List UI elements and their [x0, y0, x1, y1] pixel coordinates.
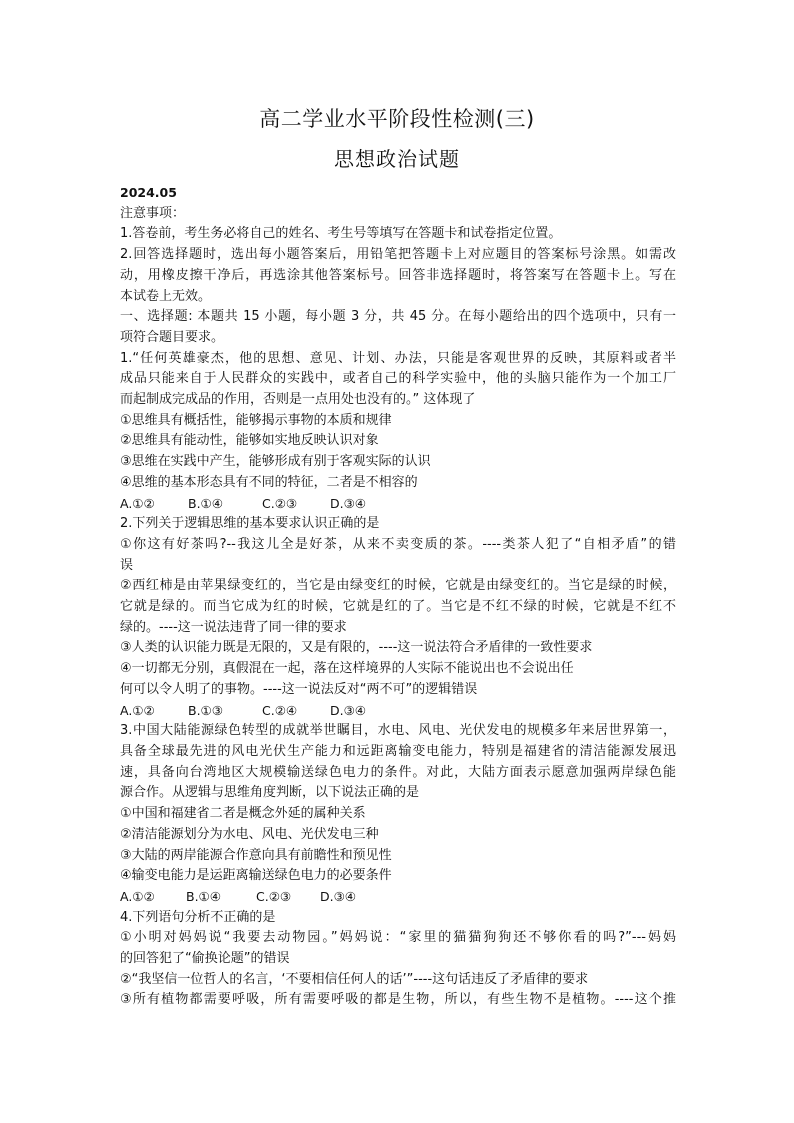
q4-statement-1-line-2: 的回答犯了“偷换论题”的错误 [120, 951, 290, 967]
q2-stem: 2.下列关于逻辑思维的基本要求认识正确的是 [120, 516, 380, 532]
exam-subtitle: 思想政治试题 [334, 147, 460, 171]
q3-option-c: C.②③ [256, 888, 292, 904]
notice-heading: 注意事项： [120, 205, 186, 221]
q1-option-b: B.①④ [188, 495, 223, 511]
q4-statement-1-line-1: ①小明对妈妈说“我要去动物园。”妈妈说：“家里的猫猫狗狗还不够你看的吗?”---妈妈 [120, 930, 676, 946]
q1-options [120, 494, 676, 515]
q2-statement-3: ③人类的认识能力既是无限的，又是有限的，----这一说法符合矛盾律的一致性要求 [120, 640, 593, 656]
q1-stem-line-3: 而起制成完成品的作用，否则是一点用处也没有的。” 这体现了 [120, 392, 476, 408]
notice-item-2-line-1: 2.回答选择题时，选出每小题答案后，用铅笔把答题卡上对应题目的答案标号涂黑。如需改 [120, 247, 676, 263]
q1-statement-2: ②思维具有能动性，能够如实地反映认识对象 [120, 433, 379, 449]
q4-stem: 4.下列语句分析不正确的是 [120, 909, 276, 925]
q3-statement-1: ①中国和福建省二者是概念外延的属种关系 [120, 806, 366, 822]
q3-stem-line-4: 源合作。从逻辑与思维角度判断，以下说法正确的是 [120, 785, 420, 801]
q3-options [120, 887, 676, 908]
q2-option-b: B.①③ [188, 702, 223, 718]
q1-statement-1: ①思维具有概括性，能够揭示事物的本质和规律 [120, 412, 392, 428]
q2-statement-4-line-2: 何可以令人明了的事物。----这一说法反对“两不可”的逻辑错误 [120, 681, 478, 697]
q2-statement-1-line-1: ①你这有好茶吗?--我这儿全是好茶，从来不卖变质的茶。----类茶人犯了“自相矛盾”的错 [120, 536, 676, 552]
q3-statement-4: ④输变电能力是运距离输送绿色电力的必要条件 [120, 868, 392, 884]
q3-option-d: D.③④ [320, 888, 357, 904]
q2-statement-4-line-1: ④一切都无分别，真假混在一起，落在这样境界的人实际不能说出也不会说出任 [120, 661, 574, 677]
q1-stem-line-2: 成品只能来自于人民群众的实践中，或者自己的科学实验中，他的头脑只能作为一个加工厂 [120, 371, 676, 387]
q1-option-a: A.①② [120, 495, 155, 511]
q2-option-c: C.②④ [262, 702, 298, 718]
q4-statement-3: ③所有植物都需要呼吸，所有需要呼吸的都是生物，所以，有些生物不是植物。----这个推 [120, 992, 676, 1008]
q2-statement-1-line-2: 误 [120, 557, 134, 573]
q3-stem-line-2: 具备全球最先进的风电光伏生产能力和远距离输变电能力，特别是福建省的清洁能源发展迅 [120, 743, 676, 759]
section-heading-line-1: 一、选择题: 本题共 15 小题，每小题 3 分，共 45 分。在每小题给出的四个选项中，只有一 [120, 309, 676, 325]
q2-statement-2-line-2: 它就是绿的。而当它成为红的时候，它就是红的了。当它是不红不绿的时候，它就是不红不 [120, 599, 676, 615]
q3-statement-3: ③大陆的两岸能源合作意向具有前瞻性和预见性 [120, 847, 392, 863]
q2-options [120, 701, 676, 722]
q2-statement-2-line-1: ②西红柿是由苹果绿变红的，当它是由绿变红的时候，它就是由绿变红的。当它是绿的时候， [120, 578, 676, 594]
q1-statement-4: ④思维的基本形态具有不同的特征，二者是不相容的 [120, 474, 418, 490]
section-heading-line-2: 项符合题目要求。 [120, 329, 225, 345]
document-body [120, 183, 676, 1011]
q2-option-d: D.③④ [330, 702, 367, 718]
q2-statement-2-line-3: 绿的。----这一说法违背了同一律的要求 [120, 619, 347, 635]
q1-stem-line-1: 1.“任何英雄豪杰，他的思想、意见、计划、办法，只能是客观世界的反映，其原料或者半 [120, 350, 676, 366]
exam-date: 2024.05 [120, 185, 177, 200]
q1-option-d: D.③④ [330, 495, 367, 511]
q1-option-c: C.②③ [262, 495, 298, 511]
q2-option-a: A.①② [120, 702, 155, 718]
notice-item-2-line-3: 本试卷上无效。 [120, 288, 212, 304]
q1-statement-3: ③思维在实践中产生，能够形成有别于客观实际的认识 [120, 454, 431, 470]
notice-item-1: 1.答卷前，考生务必将自己的姓名、考生号等填写在答题卡和试卷指定位置。 [120, 226, 562, 242]
q3-stem-line-1: 3.中国大陆能源绿色转型的成就举世瞩目，水电、风电、光伏发电的规模多年来居世界第一， [120, 723, 676, 739]
notice-item-2-line-2: 动，用橡皮擦干净后，再选涂其他答案标号。回答非选择题时，将答案写在答题卡上。写在 [120, 267, 676, 283]
exam-title: 高二学业水平阶段性检测(三) [259, 107, 535, 131]
q3-option-b: B.①④ [186, 888, 221, 904]
q3-statement-2: ②清洁能源划分为水电、风电、光伏发电三种 [120, 826, 379, 842]
q3-option-a: A.①② [120, 888, 155, 904]
q3-stem-line-3: 速，具备向台湾地区大规模输送绿色电力的条件。对此，大陆方面表示愿意加强两岸绿色能 [120, 764, 676, 780]
q4-statement-2: ②“我坚信一位哲人的名言，‘不要相信任何人的话’”----这句话违反了矛盾律的要求 [120, 971, 589, 987]
